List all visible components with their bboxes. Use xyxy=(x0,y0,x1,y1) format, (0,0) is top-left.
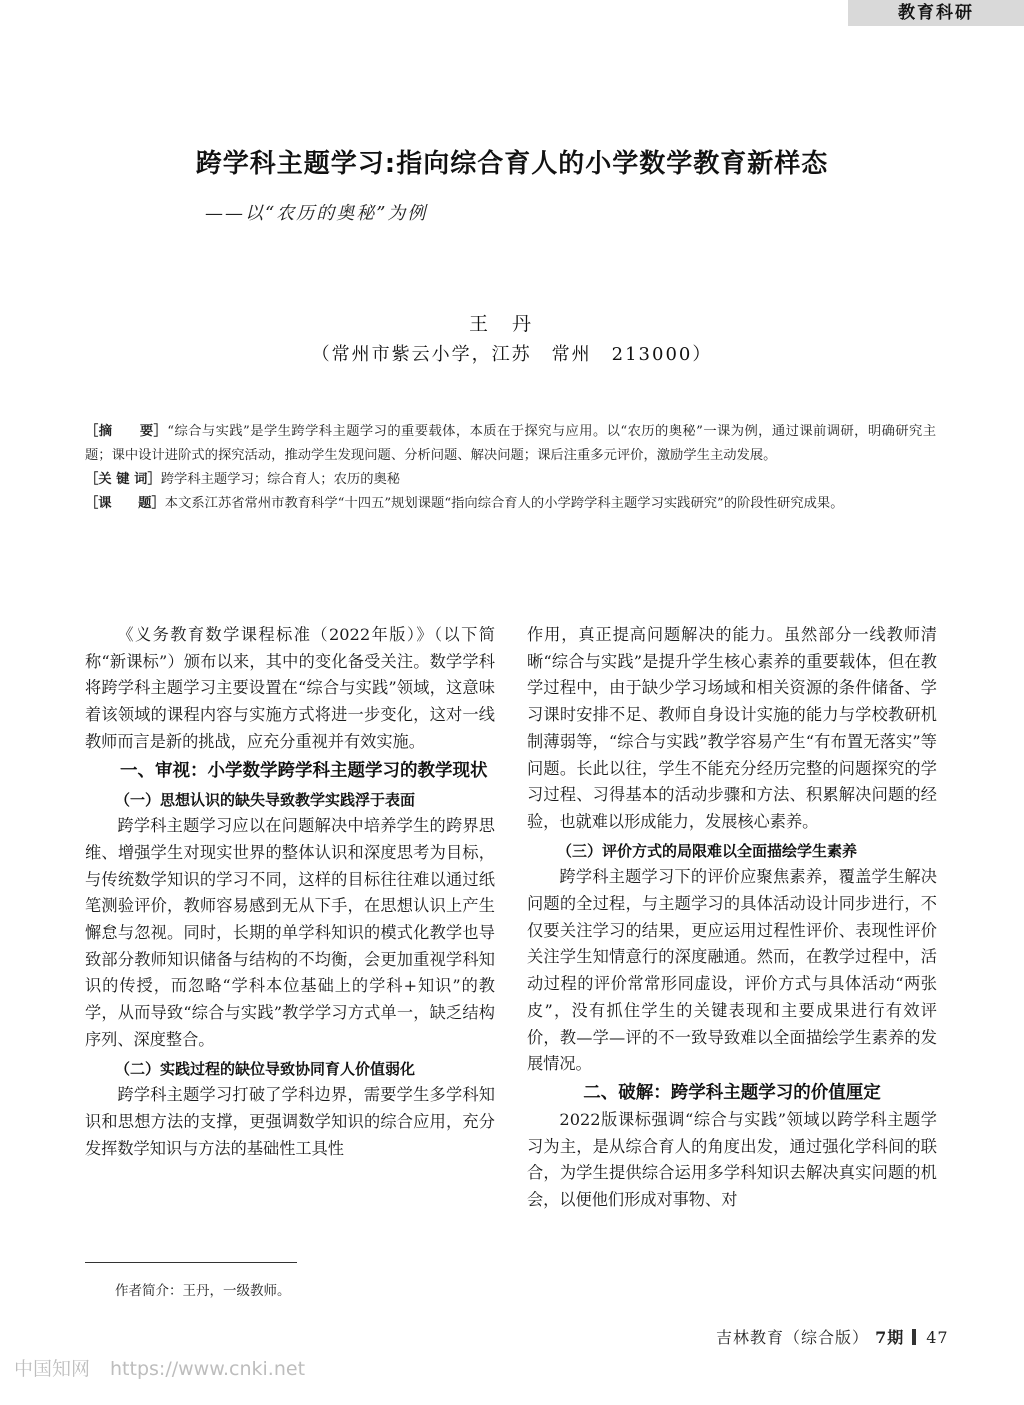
project-text: 本文系江苏省常州市教育科学“十四五”规划课题“指向综合育人的小学跨学科主题学习实践研究”的阶段性研究成果。 xyxy=(164,496,844,511)
article-title: 跨学科主题学习:指向综合育人的小学数学教育新样态 xyxy=(195,149,829,179)
heading-subsection-1-2: （二）实践过程的缺位导致协同育人价值弱化 xyxy=(115,1059,416,1078)
keywords-text: 跨学科主题学习；综合育人；农历的奥秘 xyxy=(160,472,401,487)
footer-separator xyxy=(912,1329,916,1345)
page-number: 47 xyxy=(926,1328,949,1347)
journal-footer xyxy=(716,1325,949,1348)
article-subtitle: ——以“农历的奥秘”为例 xyxy=(205,203,428,224)
watermark-brand: 中国知网 xyxy=(14,1358,91,1380)
abstract-text: “综合与实践”是学生跨学科主题学习的重要载体，本质在于探究与应用。以“农历的奥秘”一课为例，通过课前调研，明确研究主题；课中设计进阶式的探究活动，推动学生发现问题、分析问题、解决问题；课后注重多元评价，激励学生主动发展。 xyxy=(85,424,936,463)
paragraph-1-2a: 跨学科主题学习打破了学科边界，需要学生多学科知识和思想方法的支撑，更强调数学知识的综合应用，充分发挥数学知识与方法的基础性工具性 xyxy=(85,1085,495,1158)
heading-section-2: 二、破解：跨学科主题学习的价值厘定 xyxy=(583,1082,881,1103)
keywords-label: ［关 键 词］ xyxy=(85,472,161,487)
body-column-left xyxy=(85,622,495,1162)
footnote-divider xyxy=(85,1262,297,1263)
author-name: 王丹 xyxy=(468,313,555,335)
journal-issue: 7期 xyxy=(875,1328,905,1347)
author-affiliation: （常州市紫云小学，江苏 常州 213000） xyxy=(311,344,713,365)
body-column-right xyxy=(527,622,937,1214)
author-footnote: 作者简介：王丹，一级教师。 xyxy=(115,1283,291,1299)
journal-name: 吉林教育（综合版） xyxy=(716,1328,870,1347)
keywords-paragraph xyxy=(85,468,936,492)
paragraph-1-3: 跨学科主题学习下的评价应聚焦素养，覆盖学生解决问题的全过程，与主题学习的具体活动设计同步进行，不仅要关注学习的结果，更应运用过程性评价、表现性评价关注学生知情意行的深度融通。然而，在教学过程中，活动过程的评价常常形同虚设，评价方式与具体活动“两张皮”，没有抓住学生的关键表现和主要成果进行有效评价，教—学—评的不一致导致难以全面描绘学生素养的发展情况。 xyxy=(527,867,937,1074)
paragraph-2: 2022版课标强调“综合与实践”领域以跨学科主题学习为主，是从综合育人的角度出发，通过强化学科间的联合，为学生提供综合运用多学科知识去解决真实问题的机会，以便他们形成对事物、对 xyxy=(527,1109,937,1210)
abstract-block xyxy=(85,420,936,516)
cnki-watermark xyxy=(14,1354,305,1381)
abstract-label: ［摘 要］ xyxy=(85,424,168,439)
paragraph-1-2b: 作用，真正提高问题解决的能力。虽然部分一线教师清晰“综合与实践”是提升学生核心素养的重要载体，但在教学过程中，由于缺少学习场域和相关资源的条件储备、学习课时安排不足、教师自身设计实施的能力与学校教研机制薄弱等，“综合与实践”教学容易产生“有布置无落实”等问题。长此以往，学生不能充分经历完整的问题探究的学习过程、习得基本的活动步骤和方法、积累解决问题的经验，也就难以形成能力，发展核心素养。 xyxy=(527,625,937,831)
section-tag: 教育科研 xyxy=(848,0,1024,26)
project-label: ［课 题］ xyxy=(85,496,165,511)
intro-paragraph: 《义务教育数学课程标准（2022年版）》（以下简称“新课标”）颁布以来，其中的变化备受关注。数学学科将跨学科主题学习主要设置在“综合与实践”领域，这意味着该领域的课程内容与实施方式将进一步变化，这对一线教师而言是新的挑战，应充分重视并有效实施。 xyxy=(85,625,495,751)
project-paragraph xyxy=(85,492,936,516)
watermark-url: https://www.cnki.net xyxy=(110,1358,306,1380)
abstract-paragraph xyxy=(85,420,936,468)
paragraph-1-1: 跨学科主题学习应以在问题解决中培养学生的跨界思维、增强学生对现实世界的整体认识和深度思考为目标，与传统数学知识的学习不同，这样的目标往往难以通过纸笔测验评价，教师容易感到无从下手，在思想认识上产生懈怠与忽视。同时，长期的单学科知识的模式化教学也导致部分教师知识储备与结构的不均衡，会更加重视学科知识的传授，而忽略“学科本位基础上的学科+知识”的教学，从而导致“综合与实践”教学学习方式单一，缺乏结构序列、深度整合。 xyxy=(85,816,495,1049)
heading-subsection-1-3: （三）评价方式的局限难以全面描绘学生素养 xyxy=(557,841,858,860)
heading-section-1: 一、审视：小学数学跨学科主题学习的教学现状 xyxy=(120,760,488,781)
heading-subsection-1-1: （一）思想认识的缺失导致教学实践浮于表面 xyxy=(115,790,416,809)
